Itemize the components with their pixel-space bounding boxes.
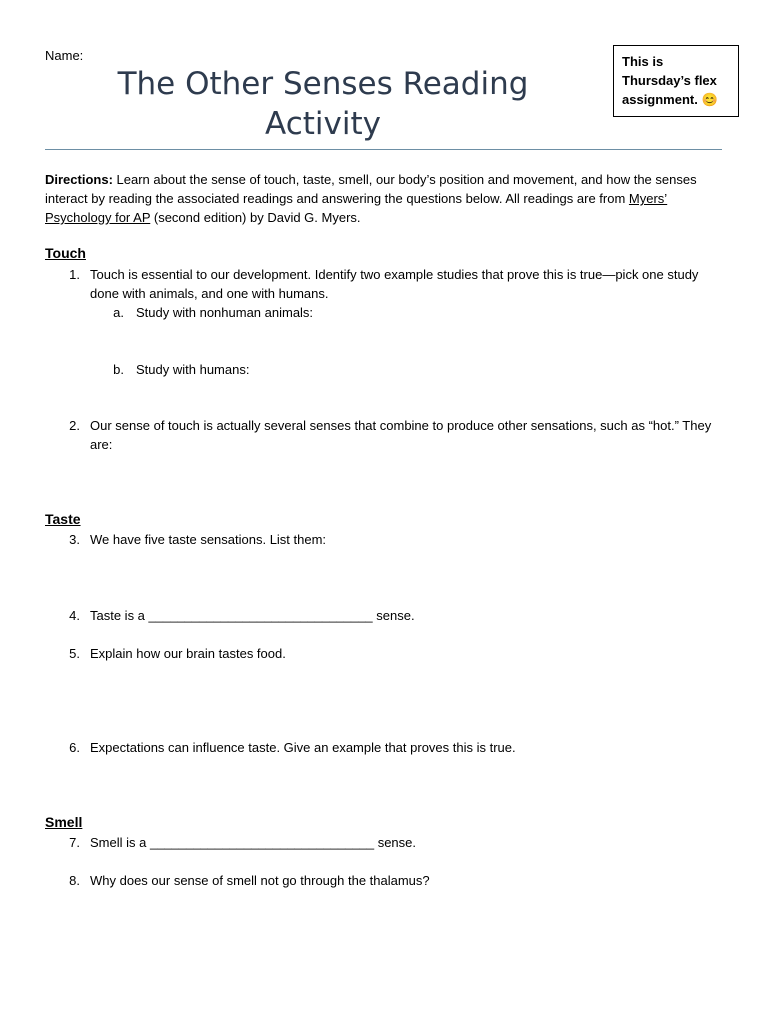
question-4 xyxy=(60,606,720,625)
question-number: 8. xyxy=(69,873,80,888)
question-5 xyxy=(60,644,720,663)
question-1 xyxy=(60,265,720,303)
question-text: Study with humans: xyxy=(136,362,250,377)
question-text: Expectations can influence taste. Give an example that proves this is true. xyxy=(90,740,516,755)
question-text: Why does our sense of smell not go through the thalamus? xyxy=(90,873,430,888)
question-1b xyxy=(110,360,710,379)
title-divider xyxy=(45,149,722,150)
question-2 xyxy=(60,416,720,454)
question-number: a. xyxy=(113,305,124,320)
question-text: We have five taste sensations. List them: xyxy=(90,532,327,547)
directions-paragraph xyxy=(45,170,725,227)
question-text: Explain how our brain tastes food. xyxy=(90,646,286,661)
question-1a xyxy=(110,303,710,322)
question-6 xyxy=(60,738,720,757)
question-text: Study with nonhuman animals: xyxy=(136,305,314,320)
question-number: 7. xyxy=(69,835,80,850)
question-8 xyxy=(60,871,720,890)
question-3 xyxy=(60,530,720,549)
question-7 xyxy=(60,833,720,852)
question-text: Smell is a _______________________________ sense. xyxy=(90,835,417,850)
page-title xyxy=(80,64,566,144)
page-title-line-2: Activity xyxy=(265,106,381,142)
section-heading-smell: Smell xyxy=(45,814,83,830)
question-text: Our sense of touch is actually several senses that combine to produce other sensations, such as “hot.” They are: xyxy=(90,418,712,452)
question-number: 6. xyxy=(69,740,80,755)
question-number: 4. xyxy=(69,608,80,623)
directions-lead: Directions: xyxy=(45,172,113,187)
directions-text-after: (second edition) by David G. Myers. xyxy=(150,210,361,225)
section-heading-taste: Taste xyxy=(45,511,81,527)
question-text: Taste is a _______________________________ sense. xyxy=(90,608,415,623)
question-number: 3. xyxy=(69,532,80,547)
question-number: 5. xyxy=(69,646,80,661)
name-label: Name: xyxy=(45,48,84,63)
page-title-line-1: The Other Senses Reading xyxy=(117,66,529,102)
question-number: 2. xyxy=(69,418,80,433)
book-title: Myers’ Psychology for AP xyxy=(45,191,668,225)
directions-text-before: Learn about the sense of touch, taste, smell, our body’s position and movement, and how the senses interact by reading the associated readings and answering the questions below. All readings are from xyxy=(45,172,697,206)
question-number: 1. xyxy=(69,267,80,282)
flex-assignment-note: This is Thursday’s flex assignment. 😊 xyxy=(613,45,739,117)
question-text: Touch is essential to our development. Identify two example studies that prove this is true—pick one study done with animals, and one with humans. xyxy=(90,267,699,301)
section-heading-touch: Touch xyxy=(45,245,86,261)
question-number: b. xyxy=(113,362,124,377)
